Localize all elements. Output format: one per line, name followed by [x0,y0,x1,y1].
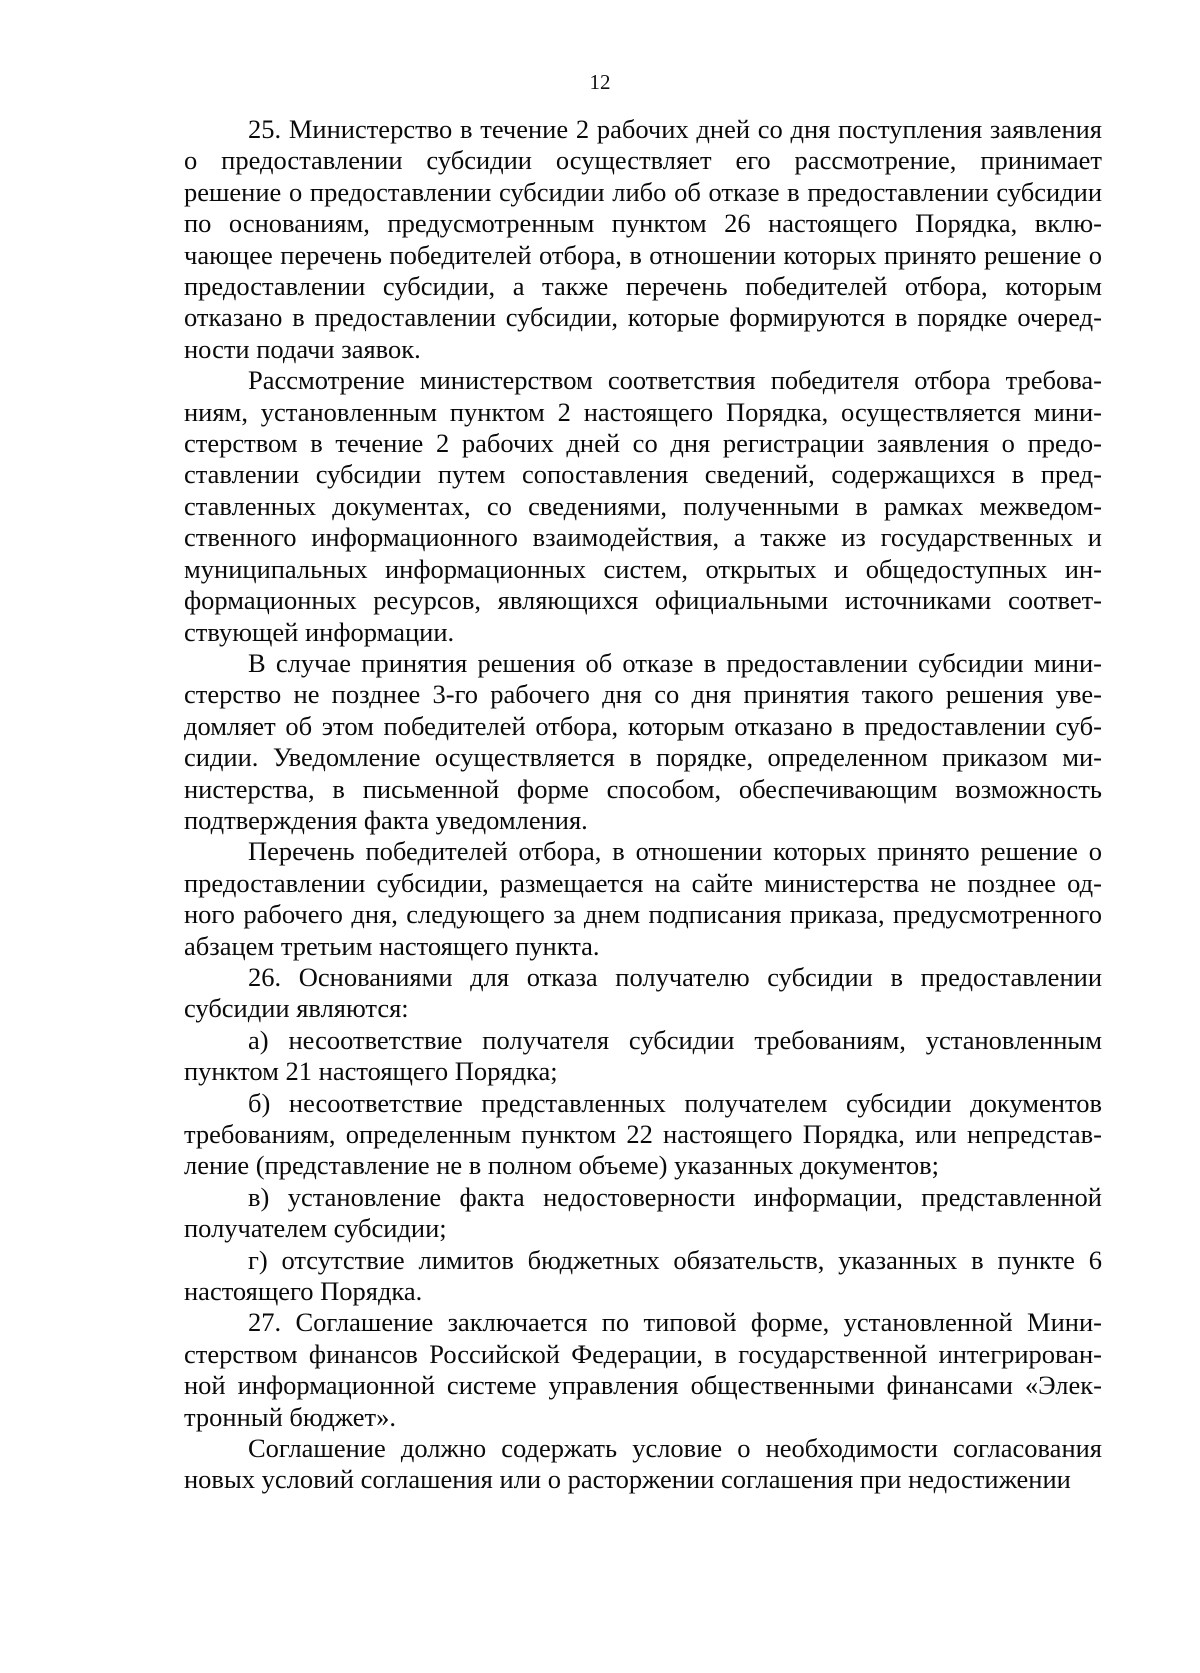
paragraph-agreement-conditions: Соглашение должно содержать условие о необходимости согласования новых условий соглашения или о расторжении соглашения при недостижении [184,1433,1102,1495]
list-item-a: а) несоответствие получателя субсидии требованиям, установленным пунктом 21 настоящего Порядка; [184,1024,1102,1087]
paragraph-25: 25. Министерство в течение 2 рабочих дней со дня поступления заявления о предоставлении субсидии осуществляет его рассмотрение, принимает решение о предоставлении субсидии либо об отказе в предоставлении субсидии по основаниям, предусмотренным пунктом 26 настоящего Порядка, включающее перечень победителей отбора, в отношении которых принято решение о предоставлении субсидии, а также перечень победителей отбора, которым отказано в предоставлении субсидии, которые формируются в порядке очередности подачи заявок. [184,114,1102,364]
paragraph-26: 26. Основаниями для отказа получателю субсидии в предоставлении субсидии являются: [184,961,1102,1024]
paragraph-refusal-notification: В случае принятия решения об отказе в предоставлении субсидии министерство не позднее 3-го рабочего дня со дня принятия такого решения уведомляет об этом победителей отбора, которым отказано в предоставлении субсидии. Уведомление осуществляется в порядке, определенном приказом министерства, в письменной форме способом, обеспечивающим возможность подтверждения факта уведомления. [184,647,1102,835]
paragraph-27: 27. Соглашение заключается по типовой форме, установленной Министерством финансов Российской Федерации, в государственной интегрированной информационной системе управления общественными финансами «Электронный бюджет». [184,1307,1102,1432]
document-body [184,114,1102,1496]
paragraph-review-requirements: Рассмотрение министерством соответствия победителя отбора требованиям, установленным пунктом 2 настоящего Порядка, осуществляется министерством в течение 2 рабочих дней со дня регистрации заявления о предоставлении субсидии путем сопоставления сведений, содержащихся в представленных документах, со сведениями, полученными в рамках межведомственного информационного взаимодействия, а также из государственных и муниципальных информационных систем, открытых и общедоступных информационных ресурсов, являющихся официальными источниками соответствующей информации. [184,365,1102,647]
list-item-b: б) несоответствие представленных получателем субсидии документов требованиям, определенным пунктом 22 настоящего Порядка, или непредставление (представление не в полном объеме) указанных документов; [184,1087,1102,1181]
page-number: 12 [589,70,611,94]
paragraph-winners-list: Перечень победителей отбора, в отношении которых принято решение о предоставлении субсидии, размещается на сайте министерства не позднее одного рабочего дня, следующего за днем подписания приказа, предусмотренного абзацем третьим настоящего пункта. [184,836,1102,961]
list-item-g: г) отсутствие лимитов бюджетных обязательств, указанных в пункте 6 настоящего Порядка. [184,1244,1102,1307]
list-item-v: в) установление факта недостоверности информации, представленной получателем субсидии; [184,1181,1102,1244]
